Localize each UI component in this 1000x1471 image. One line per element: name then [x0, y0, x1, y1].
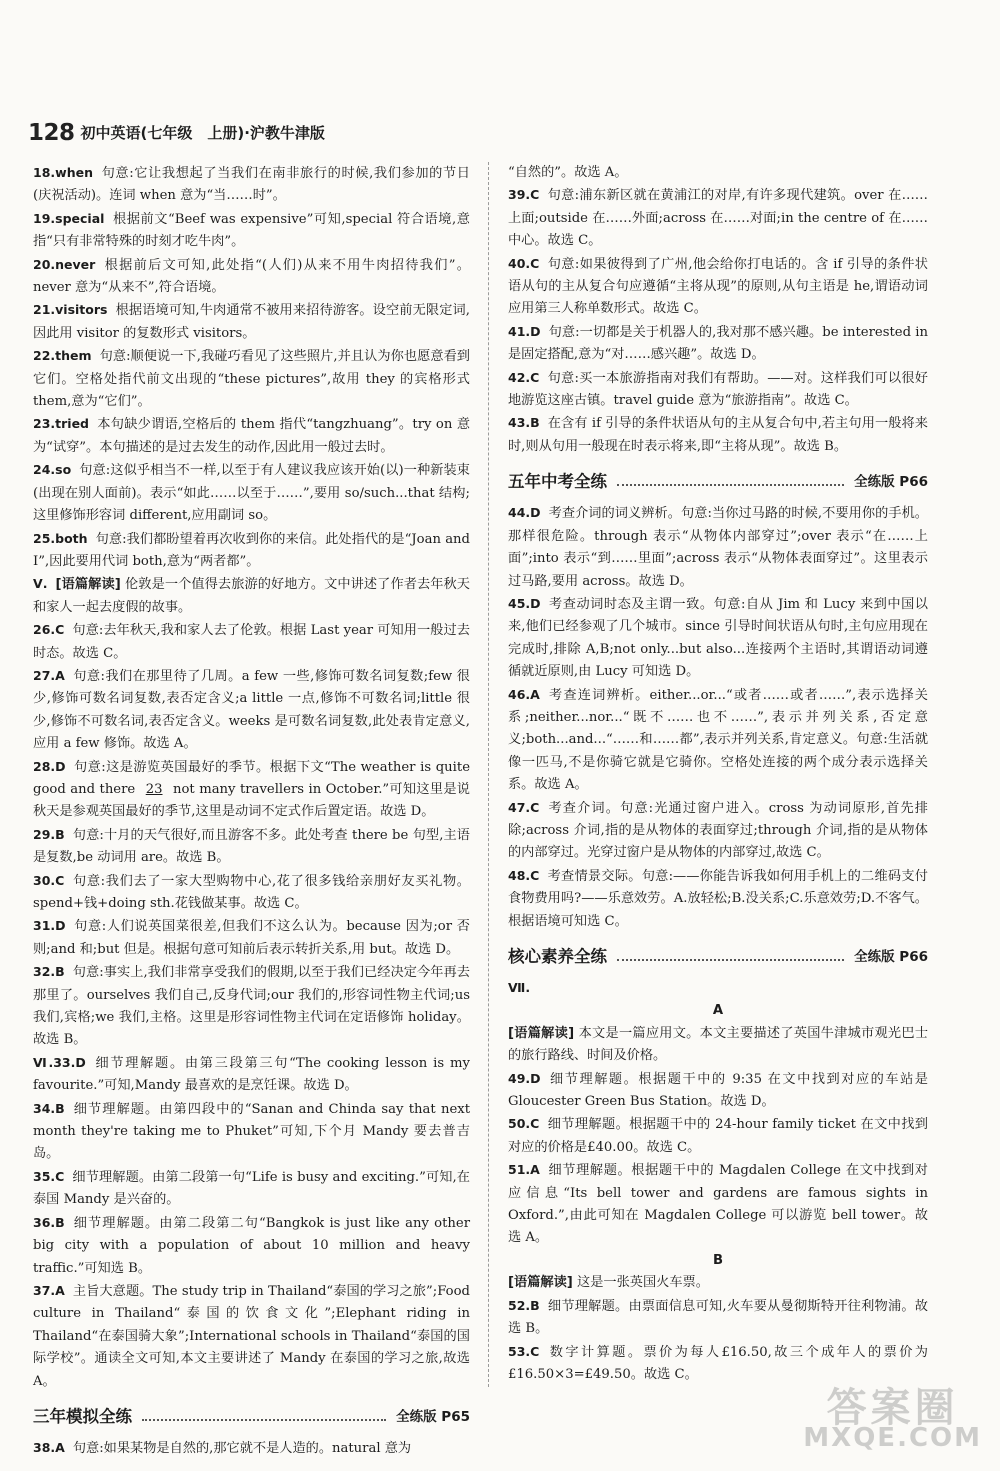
dotted-leader — [617, 959, 844, 961]
answer-text: 根据前后文可知,此处指“(人们)从来不用牛肉招待我们”。never 意为“从来不”,符合语境。 — [33, 257, 470, 296]
answer-50 — [508, 1113, 928, 1159]
answer-text: 句意:买一本旅游指南对我们有帮助。——对。这样我们可以很好地游览这座古镇。travel guide 意为“旅游指南”。故选 C。 — [508, 370, 928, 409]
answer-40 — [508, 253, 928, 321]
passage-analysis-b — [508, 1272, 928, 1294]
answer-text: 根据语境可知,牛肉通常不被用来招待游客。设空前无限定词,因此用 visitor 的复数形式 visitors。 — [33, 303, 470, 341]
page-number: 128 — [28, 119, 75, 146]
answer-text: 考查动词时态及主谓一致。句意:自从 Jim 和 Lucy 来到中国以来,他们已经参观了几个城市。since 引导时间状语从句时,主句应用现在完成时,排除 A,B;not only...but also...连接两个主语时,其谓语动词遵循就近原则,由 Lucy 可知选 D。 — [508, 596, 928, 680]
answer-text: 考查情景交际。句意:——你能告诉我如何用手机上的二维码支付食物费用吗?——乐意效劳。A.放轻松;B.没关系;C.乐意效劳;D.不客气。根据语境可知选 C。 — [508, 868, 928, 929]
answer-20 — [33, 254, 470, 300]
answer-19 — [33, 208, 470, 254]
answer-28 — [33, 756, 470, 824]
answer-number: 45.D — [508, 595, 541, 611]
answer-text: “自然的”。故选 A。 — [508, 165, 628, 180]
answer-33 — [33, 1052, 470, 1098]
answer-number: 30.C — [33, 872, 65, 888]
watermark-text: 答案圈 — [826, 1385, 959, 1431]
section-header-five-year — [508, 468, 928, 496]
answer-42 — [508, 367, 928, 413]
answer-number: 40.C — [508, 255, 540, 271]
passage-analysis-tag: [语篇解读] — [55, 577, 121, 593]
answer-number: 31.D — [33, 918, 66, 934]
answer-35 — [33, 1166, 470, 1212]
right-column — [508, 162, 928, 1386]
dotted-leader — [617, 484, 844, 486]
answer-number: 37.A — [33, 1282, 65, 1298]
passage-letter-b: B — [712, 1252, 724, 1268]
section-number: Ⅴ. — [33, 576, 48, 592]
answer-number: 38.A — [33, 1439, 65, 1455]
answer-text: 句意:人们说英国菜很差,但我们不这么认为。because 因为;or 否则;and 和;but 但是。根据句意可知前后表示转折关系,用 but。故选 D。 — [33, 919, 470, 957]
answer-text: 细节理解题。根据题干中的 Magdalen College 在文中找到对应信息“Its bell tower and gardens are famous sights in Oxford.”,由此可知在 Magdalen College 可以游览 bell tower。故选 A。 — [508, 1163, 928, 1246]
answer-text: 考查连词辨析。either...or...“或者……或者……”,表示选择关系;neither...nor...“既不……也不……”,表示并列关系,否定意义;both...and...“……和……都”,表示并列关系,肯定意义。句意:生活就像一匹马,不是你骑它就是它骑你。空格处连接的两个成分表示选择关系。故选 A。 — [508, 687, 928, 793]
answer-text: 细节理解题。由第二段第一句“Life is busy and exciting.”可知,在泰国 Mandy 是兴奋的。 — [33, 1169, 470, 1208]
section-header-core — [508, 943, 928, 971]
section-title: 五年中考全练 — [508, 472, 607, 492]
answer-number: 24.so — [33, 462, 72, 478]
answer-32 — [33, 961, 470, 1052]
answer-37 — [33, 1280, 470, 1393]
answer-43 — [508, 412, 928, 458]
answer-34 — [33, 1098, 470, 1166]
passage-analysis-v — [33, 573, 470, 619]
answer-number: Ⅵ.33.D — [33, 1054, 86, 1070]
answer-number: 43.B — [508, 415, 540, 431]
answer-text: 句意:一切都是关于机器人的,我对那不感兴趣。be interested in 是固定搭配,意为“对……感兴趣”。故选 D。 — [508, 324, 928, 363]
answer-47 — [508, 797, 928, 865]
blank-number: 23 — [145, 781, 163, 797]
passage-letter-a: A — [712, 1003, 724, 1019]
answer-text: 细节理解题。根据题干中的 24-hour family ticket 在文中找到对应的价格是£40.00。故选 C。 — [508, 1117, 928, 1155]
answer-text: 句意:我们在那里待了几周。a few 一些,修饰可数名词复数;few 很少,修饰可数名词复数,表否定含义;a little 一点,修饰不可数名词;little 很少,修饰不可数名词,表否定含义。weeks 是可数名词复数,此处表肯定意义,应用 a few 修饰。故选 A。 — [33, 668, 470, 752]
left-column — [33, 162, 470, 1460]
answer-number: 51.A — [508, 1162, 540, 1178]
answer-text: 句意:浦东新区就在黄浦江的对岸,有许多现代建筑。over 在……上面;outside 在……外面;across 在……对面;in the centre of 在……中心。故选 C。 — [508, 188, 928, 249]
answer-number: 46.A — [508, 686, 540, 702]
section-page-ref: 全练版 P65 — [396, 1408, 470, 1425]
answer-text: 细节理解题。由第四段中的“Sanan and Chinda say that next month they're taking me to Phuket”可知,下个月 Mandy 要去普吉岛。 — [33, 1101, 470, 1162]
section-vii-heading — [508, 977, 928, 1000]
answer-text: 细节理解题。由第二段第二句“Bangkok is just like any other big city with a population of about 10 million and heavy traffic.”可知选 B。 — [33, 1215, 470, 1276]
answer-text: 句意:去年秋天,我和家人去了伦敦。根据 Last year 可知用一般过去时态。故选 C。 — [33, 623, 470, 661]
watermark-url: MXQE.COM — [803, 1423, 982, 1453]
answer-number: 32.B — [33, 964, 65, 980]
answer-38-continued — [508, 162, 928, 184]
answer-text: 根据前文“Beef was expensive”可知,special 符合语境,意指“只有非常特殊的时刻才吃牛肉”。 — [33, 211, 470, 250]
answer-text: 句意:它让我想起了当我们在南非旅行的时候,我们参加的节日(庆祝活动)。连词 when 意为“当……时”。 — [33, 166, 470, 204]
answer-41 — [508, 321, 928, 367]
answer-text: 数字计算题。票价为每人£16.50,故三个成年人的票价为£16.50×3=£49.50。故选 C。 — [508, 1344, 928, 1382]
answer-number: 18.when — [33, 165, 93, 180]
passage-analysis-text: 伦敦是一个值得去旅游的好地方。文中讲述了作者去年秋天和家人一起去度假的故事。 — [33, 577, 470, 615]
page-header — [28, 118, 325, 148]
answer-number: 36.B — [33, 1214, 65, 1230]
passage-analysis-text: 这是一张英国火车票。 — [577, 1275, 709, 1291]
answer-53 — [508, 1341, 928, 1387]
answer-26 — [33, 619, 470, 665]
answer-text: 主旨大意题。The study trip in Thailand“泰国的学习之旅”;Food culture in Thailand“泰国的饮食文化”;Elephant riding in Thailand“在泰国骑大象”;International schools in Thailand“泰国的国际学校”。通读全文可知,本文主要讲述了 Mandy 在泰国的学习之旅,故选 A。 — [33, 1283, 470, 1389]
answer-24 — [33, 459, 470, 527]
answer-49 — [508, 1068, 928, 1114]
answer-number: 28.D — [33, 758, 66, 774]
book-title: 初中英语(七年级 上册)·沪教牛津版 — [80, 123, 325, 142]
watermark — [803, 1385, 982, 1453]
answer-number: 22.them — [33, 348, 92, 364]
section-page-ref: 全练版 P66 — [854, 948, 928, 965]
answer-text: 句意:顺便说一下,我碰巧看见了这些照片,并且认为你也愿意看到它们。空格处指代前文出现的“these pictures”,故用 they 的宾格形式 them,意为“它们”。 — [33, 349, 470, 410]
answer-number: 49.D — [508, 1070, 541, 1086]
answer-text: 细节理解题。由票面信息可知,火车要从曼彻斯特开往利物浦。故选 B。 — [508, 1298, 928, 1337]
answer-text: 本句缺少谓语,空格后的 them 指代“tangzhuang”。try on 意为“试穿”。本句描述的是过去发生的动作,因此用一般过去时。 — [33, 417, 470, 455]
answer-number: 27.A — [33, 667, 65, 683]
answer-number: 39.C — [508, 187, 540, 203]
answer-text: 句意:如果彼得到了广州,他会给你打电话的。含 if 引导的条件状语从句的主从复合句应遵循“主将从现”的原则,从句主语是 he,谓语动词应用第三人称单数形式。故选 C。 — [508, 256, 928, 317]
passage-analysis-a — [508, 1023, 928, 1068]
answer-22 — [33, 345, 470, 413]
answer-number: 35.C — [33, 1168, 65, 1184]
passage-analysis-tag: [语篇解读] — [508, 1275, 573, 1291]
answer-text-continued: not many travellers in October.”可知这里是说秋天是参观英国最好的季节,这里是动词不定式作后置定语。故选 D。 — [33, 781, 470, 820]
answer-46 — [508, 684, 928, 797]
answer-number: 50.C — [508, 1116, 540, 1132]
answer-number: 48.C — [508, 867, 540, 883]
section-page-ref: 全练版 P66 — [854, 474, 928, 491]
answer-48 — [508, 865, 928, 933]
answer-45 — [508, 593, 928, 684]
answer-text: 细节理解题。由第三段第三句“The cooking lesson is my favourite.”可知,Mandy 最喜欢的是烹饪课。故选 D。 — [33, 1055, 470, 1094]
answer-text: 考查介词。句意:光通过窗户进入。cross 为动词原形,首先排除;across 介词,指的是从物体的表面穿过;through 介词,指的是从物体的内部穿过。光穿过窗户是从物体的内部穿过,故选 C。 — [508, 800, 928, 861]
answer-text: 在含有 if 引导的条件状语从句的主从复合句中,若主句用一般将来时,则从句用一般现在时表示将来,即“主将从现”。故选 B。 — [508, 416, 928, 454]
passage-analysis-tag: [语篇解读] — [508, 1025, 575, 1041]
answer-25 — [33, 528, 470, 574]
answer-36 — [33, 1212, 470, 1280]
answer-51 — [508, 1159, 928, 1250]
answer-number: 44.D — [508, 505, 541, 521]
answer-text: 句意:我们去了一家大型购物中心,花了很多钱给亲朋好友买礼物。spend+钱+doing sth.花钱做某事。故选 C。 — [33, 873, 470, 911]
answer-number: 20.never — [33, 256, 96, 272]
answer-text: 句意:这是游览英国最好的季节。根据下文“The weather is quite good and there — [33, 759, 470, 797]
answer-31 — [33, 915, 470, 961]
answer-number: 41.D — [508, 323, 541, 339]
answer-text: 句意:事实上,我们非常享受我们的假期,以至于我们已经决定今年再去那里了。ourselves 我们自己,反身代词;our 我们的,形容词性物主代词;us 我们,宾格;we 我们,主格。这里是形容词性物主代词在定语修饰 holiday。故选 B。 — [33, 965, 470, 1048]
answer-number: 26.C — [33, 622, 65, 638]
answer-number: 19.special — [33, 210, 105, 226]
answer-38 — [33, 1437, 470, 1460]
section-number: Ⅶ. — [508, 980, 531, 995]
answer-18 — [33, 162, 470, 208]
column-divider — [488, 162, 489, 1387]
answer-number: 25.both — [33, 530, 88, 546]
answer-52 — [508, 1295, 928, 1341]
answer-39 — [508, 184, 928, 252]
section-header-three-year — [33, 1403, 470, 1431]
answer-27 — [33, 665, 470, 756]
answer-44 — [508, 502, 928, 593]
answer-text: 句意:我们都盼望着再次收到你的来信。此处指代的是“Joan and I”,因此要用代词 both,意为“两者都”。 — [33, 531, 470, 569]
answer-number: 29.B — [33, 826, 65, 842]
section-title: 核心素养全练 — [508, 946, 607, 966]
answer-text: 考查介词的词义辨析。句意:当你过马路的时候,不要用你的手机。那样很危险。through 表示“从物体内部穿过”;over 表示“在……上面”;into 表示“到……里面”;across 表示“从物体表面穿过”。这里表示过马路,要用 across。故选 D。 — [508, 506, 928, 589]
answer-number: 23.tried — [33, 416, 89, 432]
answer-number: 52.B — [508, 1297, 540, 1313]
answer-number: 42.C — [508, 369, 540, 385]
answer-29 — [33, 824, 470, 870]
section-title: 三年模拟全练 — [33, 1406, 132, 1426]
answer-30 — [33, 870, 470, 916]
answer-number: 21.visitors — [33, 302, 108, 318]
answer-number: 47.C — [508, 799, 540, 815]
answer-text: 细节理解题。根据题干中的 9:35 在文中找到对应的车站是 Gloucester Green Bus Station。故选 D。 — [508, 1071, 928, 1110]
dotted-leader — [142, 1419, 386, 1421]
answer-23 — [33, 413, 470, 459]
answer-text: 句意:如果某物是自然的,那它就不是人造的。natural 意为 — [72, 1440, 412, 1456]
answer-number: 34.B — [33, 1100, 65, 1116]
answer-text: 句意:这似乎相当不一样,以至于有人建议我应该开始(以)一种新装束(出现在别人面前)。表示“如此……以至于……”,要用 so/such...that 结构;这里修饰形容词 different,应用副词 so。 — [33, 463, 470, 524]
answer-number: 53.C — [508, 1343, 540, 1359]
answer-text: 句意:十月的天气很好,而且游客不多。此处考查 there be 句型,主语是复数,be 动词用 are。故选 B。 — [33, 827, 470, 866]
answer-21 — [33, 299, 470, 345]
passage-analysis-text: 本文是一篇应用文。本文主要描述了英国牛津城市观光巴士的旅行路线、时间及价格。 — [508, 1025, 929, 1064]
